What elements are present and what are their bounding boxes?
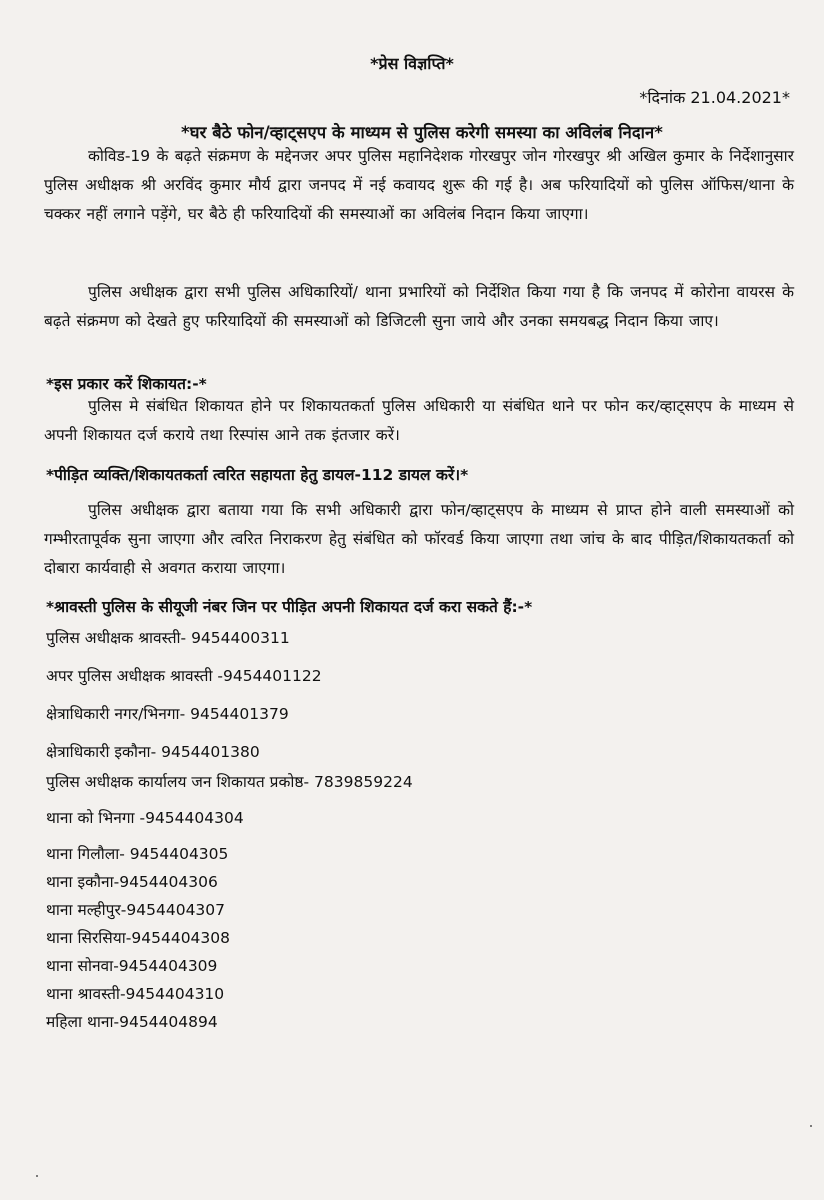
contact-item: थाना इकौना-9454404306: [46, 873, 218, 891]
contact-item: क्षेत्राधिकारी नगर/भिनगा- 9454401379: [46, 705, 289, 723]
paragraph-followup: पुलिस अधीक्षक द्वारा बताया गया कि सभी अधिकारी द्वारा फोन/व्हाट्सएप के माध्यम से प्राप्त होने वाली समस्याओं को गम्भीरतापूर्वक सुना जाएगा और त्वरित निराकरण हेतु संबंधित को फॉरवर्ड किया जाएगा तथा जांच के बाद पीड़ित/शिकायतकर्ता को दोबारा कार्यवाही से अवगत कराया जाएगा।: [44, 501, 794, 577]
paragraph-complaint-procedure: पुलिस मे संबंधित शिकायत होने पर शिकायतकर्ता पुलिस अधिकारी या संबंधित थाने पर फोन कर/व्हाट्सएप के माध्यम से अपनी शिकायत दर्ज कराये तथा रिस्पांस आने तक इंतजार करें।: [44, 397, 794, 444]
subheading-dial-112: *पीड़ित व्यक्ति/शिकायतकर्ता त्वरित सहायता हेतु डायल-112 डायल करें।*: [46, 466, 469, 484]
headline: *घर बैठे फोन/व्हाट्सएप के माध्यम से पुलिस करेगी समस्या का अविलंब निदान*: [181, 123, 663, 142]
contact-item: थाना सोनवा-9454404309: [46, 957, 218, 975]
contact-item: थाना श्रावस्ती-9454404310: [46, 985, 225, 1003]
subheading-how-to-complain: *इस प्रकार करें शिकायत:-*: [46, 375, 207, 393]
contact-item: थाना गिलौला- 9454404305: [46, 845, 229, 863]
contact-item: थाना सिरसिया-9454404308: [46, 929, 231, 947]
subheading-cug-numbers: *श्रावस्ती पुलिस के सीयूजी नंबर जिन पर पीड़ित अपनी शिकायत दर्ज करा सकते हैं:-*: [46, 598, 533, 616]
contact-item: थाना को भिनगा -9454404304: [46, 809, 244, 827]
paper-speck: [36, 1175, 38, 1177]
document-date: *दिनांक 21.04.2021*: [639, 88, 790, 107]
contact-item: क्षेत्राधिकारी इकौना- 9454401380: [46, 743, 260, 761]
paragraph-instructions: पुलिस अधीक्षक द्वारा सभी पुलिस अधिकारियों/ थाना प्रभारियों को निर्देशित किया गया है कि जनपद में कोरोना वायरस के बढ़ते संक्रमण को देखते हुए फरियादियों की समस्याओं को डिजिटली सुना जाये और उनका समयबद्ध निदान किया जाए।: [44, 283, 794, 330]
contact-item: महिला थाना-9454404894: [46, 1013, 218, 1031]
document-title: *प्रेस विज्ञप्ति*: [370, 54, 454, 73]
paragraph-intro: कोविड-19 के बढ़ते संक्रमण के मद्देनजर अपर पुलिस महानिदेशक गोरखपुर जोन गोरखपुर श्री अखिल कुमार के निर्देशानुसार पुलिस अधीक्षक श्री अरविंद कुमार मौर्य द्वारा जनपद में नई कवायद शुरू की गई है। अब फरियादियों को पुलिस ऑफिस/थाना के चक्कर नहीं लगाने पड़ेंगे, घर बैठे ही फरियादियों की समस्याओं का अविलंब निदान किया जाएगा।: [44, 147, 794, 223]
contact-item: अपर पुलिस अधीक्षक श्रावस्ती -9454401122: [46, 667, 322, 685]
contact-item: पुलिस अधीक्षक कार्यालय जन शिकायत प्रकोष्ठ- 7839859224: [46, 773, 413, 791]
contact-item: पुलिस अधीक्षक श्रावस्ती- 9454400311: [46, 629, 290, 647]
contact-item: थाना मल्हीपुर-9454404307: [46, 901, 226, 919]
paper-speck: [810, 1125, 812, 1127]
